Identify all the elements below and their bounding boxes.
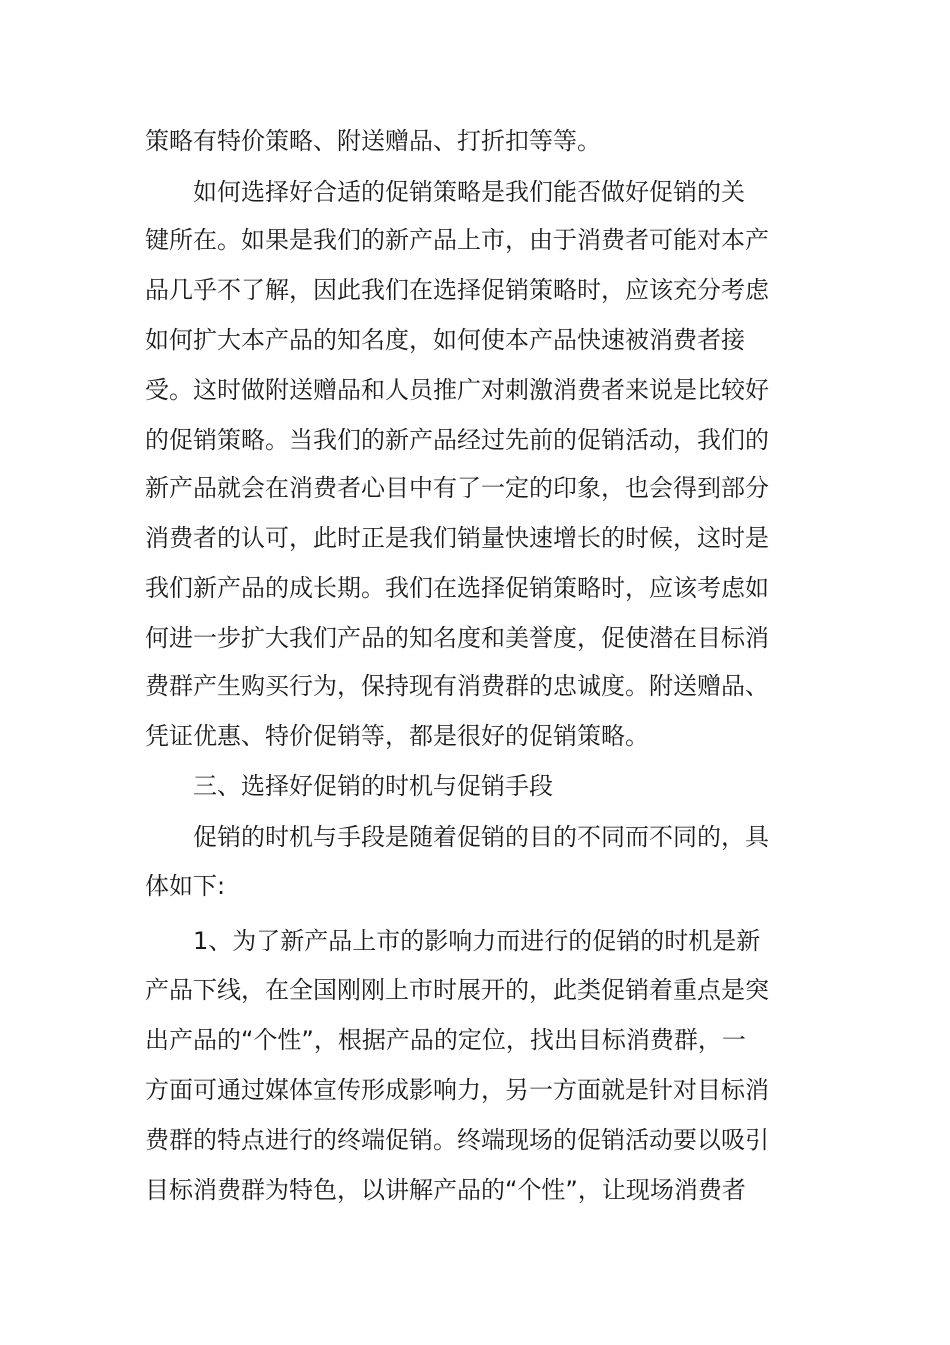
text-line: 体如下:	[145, 872, 226, 900]
paragraph-start-line: 如何选择好合适的促销策略是我们能否做好促销的关	[193, 178, 745, 206]
text-line: 产品下线，在全国刚刚上市时展开的，此类促销着重点是突	[145, 976, 769, 1004]
section-heading: 三、选择好促销的时机与促销手段	[193, 772, 553, 800]
text-line: 的促销策略。当我们的新产品经过先前的促销活动，我们的	[145, 426, 769, 454]
text-line: 策略有特价策略、附送赠品、打折扣等等。	[145, 127, 601, 155]
paragraph-start-line: 促销的时机与手段是随着促销的目的不同而不同的，具	[193, 823, 769, 851]
text-line: 凭证优惠、特价促销等，都是很好的促销策略。	[145, 722, 649, 750]
text-line: 费群产生购买行为，保持现有消费群的忠诚度。附送赠品、	[145, 672, 769, 700]
text-line: 方面可通过媒体宣传形成影响力，另一方面就是针对目标消	[145, 1076, 769, 1104]
text-line: 出产品的“个性”，根据产品的定位，找出目标消费群，一	[145, 1026, 746, 1054]
text-line: 我们新产品的成长期。我们在选择促销策略时，应该考虑如	[145, 574, 769, 602]
text-line: 键所在。如果是我们的新产品上市，由于消费者可能对本产	[145, 226, 769, 254]
text-line: 目标消费群为特色，以讲解产品的“个性”，让现场消费者	[145, 1176, 746, 1204]
list-item-start-line: 1、为了新产品上市的影响力而进行的促销的时机是新	[193, 927, 761, 955]
text-line: 费群的特点进行的终端促销。终端现场的促销活动要以吸引	[145, 1126, 769, 1154]
text-line: 受。这时做附送赠品和人员推广对刺激消费者来说是比较好	[145, 376, 769, 404]
text-line: 品几乎不了解，因此我们在选择促销策略时，应该充分考虑	[145, 276, 769, 304]
text-line: 何进一步扩大我们产品的知名度和美誉度，促使潜在目标消	[145, 624, 769, 652]
text-line: 消费者的认可，此时正是我们销量快速增长的时候，这时是	[145, 524, 769, 552]
text-line: 新产品就会在消费者心目中有了一定的印象，也会得到部分	[145, 474, 769, 502]
text-line: 如何扩大本产品的知名度，如何使本产品快速被消费者接	[145, 326, 745, 354]
